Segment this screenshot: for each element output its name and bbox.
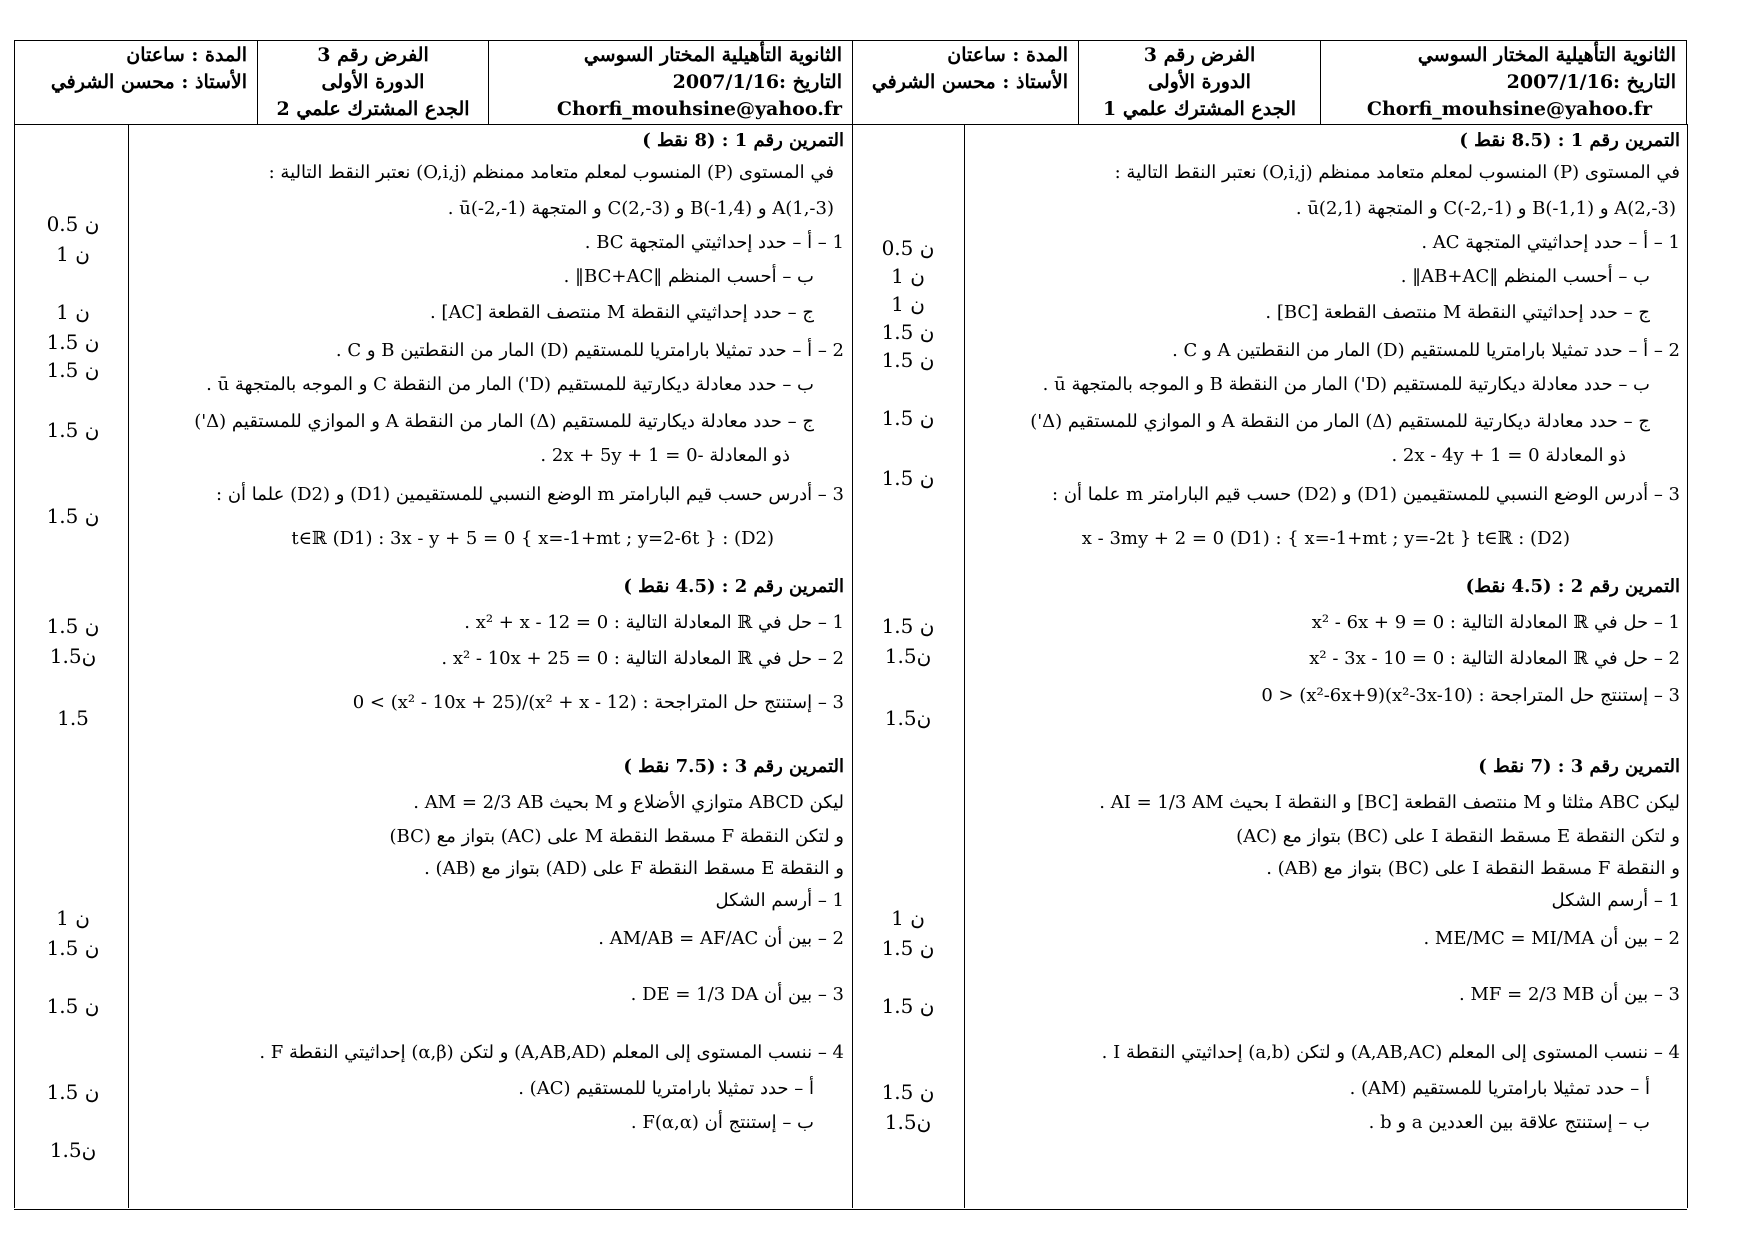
exercise-line: 3 – إستنتج حل المتراجحة : (x²-3x-10)(x²-6x+9) < 0 — [1261, 685, 1680, 706]
points-value: 1.5 ن — [881, 406, 935, 430]
left-exam-cell — [257, 40, 488, 124]
exercise-line: ب – إستنتج أن F(α,α) . — [630, 1112, 814, 1133]
points-value: 1.5 ن — [881, 348, 935, 372]
exercise-line: و النقطة E مسقط النقطة F على (AD) بتواز مع (AB) . — [424, 858, 844, 879]
exercise-line: أ – حدد تمثيلا بارامتريا للمستقيم (AC) . — [518, 1078, 814, 1099]
right-exam-column — [968, 128, 1680, 1188]
points-value: 1.5 ن — [46, 994, 100, 1018]
exercise-line: ذو المعادلة -2x + 5y + 1 = 0 . — [540, 445, 790, 466]
points-value: 1 ن — [56, 300, 90, 324]
exercise-line: ج – حدد معادلة ديكارتية للمستقيم (Δ) المار من النقطة A و الموازي للمستقيم (Δ') — [1030, 411, 1650, 432]
exercise-line: في المستوى (P) المنسوب لمعلم متعامد ممنظم (O,i,j) نعتبر النقط التالية : — [268, 162, 834, 183]
exercise-line: ج – حدد إحداثيتي النقطة M منتصف القطعة [AC] . — [429, 302, 814, 323]
points-value: 1 ن — [891, 292, 925, 316]
exercise-title: التمرين رقم 1 : (8 نقط ) — [642, 130, 844, 151]
exercise-line: 1 – أ – حدد إحداثيتي المتجهة BC . — [584, 232, 844, 253]
exercise-line: و النقطة F مسقط النقطة I على (BC) بتواز مع (AB) . — [1266, 858, 1680, 879]
exercise-line: 1 – أرسم الشكل — [715, 890, 844, 911]
left-school-cell — [488, 40, 852, 124]
exercise-line: في المستوى (P) المنسوب لمعلم متعامد ممنظم (O,i,j) نعتبر النقط التالية : — [1114, 162, 1680, 183]
left-school-name: الثانوية التأهيلية المختار السوسي — [583, 44, 842, 66]
exam-header — [14, 40, 1687, 125]
left-duration-cell — [14, 40, 257, 124]
points-value: 0.5 ن — [881, 236, 935, 260]
exercise-line: 3 – إستنتج حل المتراجحة : (x² + x - 12)/(x² - 10x + 25) > 0 — [352, 692, 844, 713]
right-exam-cell — [1078, 40, 1320, 124]
exercise-line: 2 – أ – حدد تمثيلا بارامتريا للمستقيم (D) المار من النقطتين B و C . — [335, 340, 844, 361]
exercise-line: 2 – أ – حدد تمثيلا بارامتريا للمستقيم (D) المار من النقطتين A و C . — [1172, 340, 1680, 361]
exercise-title: التمرين رقم 3 : (7 نقط ) — [1478, 756, 1680, 777]
right-teacher: الأستاذ : محسن الشرفي — [871, 71, 1068, 93]
exercise-line: 2 – حل في ℝ المعادلة التالية : x² - 3x - 10 = 0 — [1309, 648, 1680, 669]
points-value: 1.5 ن — [46, 1080, 100, 1104]
exercise-line: 1 – حل في ℝ المعادلة التالية : x² - 6x + 9 = 0 — [1311, 612, 1680, 633]
points-value: 1.5ن — [884, 1110, 932, 1134]
exercise-line: ب – أحسب المنظم ‖BC+AC‖ . — [563, 266, 814, 287]
right-class: الجدع المشترك علمي 1 — [1102, 98, 1297, 120]
divider — [1687, 124, 1688, 1208]
points-value: 1.5 ن — [881, 466, 935, 490]
right-school-name: الثانوية التأهيلية المختار السوسي — [1417, 44, 1676, 66]
equation-line: (D2) : { x=-1+mt ; y=2-6t } t∈ℝ (D1) : 3x - y + 5 = 0 — [291, 528, 774, 549]
right-duration: المدة : ساعتان — [947, 44, 1068, 66]
points-value: 1 ن — [56, 242, 90, 266]
exercise-line: 3 – بين أن MF = 2/3 MB . — [1459, 984, 1680, 1005]
exercise-line: 1 – أ – حدد إحداثيتي المتجهة AC . — [1421, 232, 1680, 253]
points-value: 1.5 — [57, 706, 89, 730]
points-value: 1.5 ن — [46, 936, 100, 960]
exercise-line: 1 – حل في ℝ المعادلة التالية : x² + x - 12 = 0 . — [464, 612, 844, 633]
right-semester: الدورة الأولى — [1148, 71, 1251, 93]
exercise-line: ب – حدد معادلة ديكارتية للمستقيم (D') المار من النقطة C و الموجه بالمتجهة ū . — [206, 374, 814, 395]
exercise-line: ليكن ABCD متوازي الأضلاع و M بحيث AM = 2/3 AB . — [413, 792, 844, 813]
points-value: 1.5 ن — [46, 504, 100, 528]
exercise-line: ليكن ABC مثلثا و M منتصف القطعة [BC] و النقطة I بحيث AI = 1/3 AM . — [1099, 792, 1680, 813]
points-value: 1 ن — [891, 264, 925, 288]
points-value: 1.5 ن — [881, 614, 935, 638]
points-value: 1.5 ن — [881, 1080, 935, 1104]
points-value: 1.5 ن — [46, 330, 100, 354]
exercise-line: ج – حدد معادلة ديكارتية للمستقيم (Δ) المار من النقطة A و الموازي للمستقيم (Δ') — [194, 411, 814, 432]
divider — [128, 124, 129, 1208]
exercise-line: 2 – حل في ℝ المعادلة التالية : x² - 10x + 25 = 0 . — [441, 648, 844, 669]
left-exam-date: التاريخ :2007/1/16 — [672, 71, 842, 93]
exercise-line: ب – حدد معادلة ديكارتية للمستقيم (D') المار من النقطة B و الموجه بالمتجهة ū . — [1042, 374, 1650, 395]
points-value: 1.5ن — [49, 1138, 97, 1162]
exercise-line: ب – إستنتج علاقة بين العددين a و b . — [1368, 1112, 1650, 1133]
points-value: 1.5 ن — [46, 418, 100, 442]
exercise-line: ب – أحسب المنظم ‖AB+AC‖ . — [1400, 266, 1650, 287]
points-value: 1.5 ن — [46, 614, 100, 638]
points-value: 0.5 ن — [46, 212, 100, 236]
points-value: 1.5ن — [884, 706, 932, 730]
divider — [852, 124, 853, 1208]
exercise-line: و لتكن النقطة E مسقط النقطة I على (BC) بتواز مع (AC) — [1236, 826, 1680, 847]
exercise-line: 3 – أدرس الوضع النسبي للمستقيمين (D1) و (D2) حسب قيم البارامتر m علما أن : — [1052, 484, 1680, 505]
exercise-line: ج – حدد إحداثيتي النقطة M منتصف القطعة [BC] . — [1265, 302, 1650, 323]
exercise-line: A(2,-3) و B(-1,1) و C(-2,-1) و المتجهة ū(2,1) . — [1295, 198, 1676, 219]
points-value: 1.5 ن — [881, 994, 935, 1018]
points-value: 1 ن — [891, 906, 925, 930]
left-exam-column — [132, 128, 844, 1188]
exercise-line: 4 – ننسب المستوى إلى المعلم (A,AB,AC) و لتكن (a,b) إحداثيتي النقطة I . — [1101, 1042, 1680, 1063]
exercise-title: التمرين رقم 1 : (8.5 نقط ) — [1459, 130, 1680, 151]
exercise-line: 3 – بين أن DE = 1/3 DA . — [630, 984, 844, 1005]
right-exam-number: الفرض رقم 3 — [1143, 44, 1256, 66]
left-exam-number: الفرض رقم 3 — [317, 44, 429, 66]
points-value: 1.5 ن — [46, 358, 100, 382]
exercise-line: ذو المعادلة 2x - 4y + 1 = 0 . — [1391, 445, 1626, 466]
points-value: 1.5ن — [884, 644, 932, 668]
exercise-title: التمرين رقم 3 : (7.5 نقط ) — [623, 756, 844, 777]
exercise-title: التمرين رقم 2 : (4.5 نقط ) — [623, 576, 844, 597]
exercise-line: 2 – بين أن AM/AB = AF/AC . — [598, 928, 844, 949]
right-email: Chorfi_mouhsine@yahoo.fr — [1366, 98, 1652, 120]
points-value: 1.5ن — [49, 644, 97, 668]
exercise-line: أ – حدد تمثيلا بارامتريا للمستقيم (AM) . — [1349, 1078, 1650, 1099]
exercise-line: و لتكن النقطة F مسقط النقطة M على (AC) بتواز مع (BC) — [389, 826, 844, 847]
exercise-line: 4 – ننسب المستوى إلى المعلم (A,AB,AD) و لتكن (α,β) إحداثيتي النقطة F . — [259, 1042, 844, 1063]
right-exam-date: التاريخ :2007/1/16 — [1506, 71, 1676, 93]
points-value: 1.5 ن — [881, 320, 935, 344]
left-class: الجدع المشترك علمي 2 — [276, 98, 470, 120]
exercise-line: 3 – أدرس حسب قيم البارامتر m الوضع النسبي للمستقيمين (D1) و (D2) علما أن : — [216, 484, 844, 505]
right-duration-cell — [852, 40, 1078, 124]
exercise-line: A(1,-3) و B(-1,4) و C(2,-3) و المتجهة ū(-2,-1) . — [447, 198, 834, 219]
left-email: Chorfi_mouhsine@yahoo.fr — [556, 98, 842, 120]
points-value: 1.5 ن — [881, 936, 935, 960]
equation-line: (D2) : x - 3my + 2 = 0 (D1) : { x=-1+mt ; y=-2t } t∈ℝ — [1081, 528, 1570, 549]
left-duration: المدة : ساعتان — [126, 44, 247, 66]
exercise-line: 2 – بين أن ME/MC = MI/MA . — [1423, 928, 1680, 949]
points-value: 1 ن — [56, 906, 90, 930]
divider — [14, 124, 15, 1208]
left-teacher: الأستاذ : محسن الشرفي — [50, 71, 247, 93]
right-school-cell — [1320, 40, 1687, 124]
exercise-title: التمرين رقم 2 : (4.5 نقط) — [1465, 576, 1680, 597]
left-semester: الدورة الأولى — [321, 71, 425, 93]
divider — [964, 124, 965, 1208]
exercise-line: 1 – أرسم الشكل — [1551, 890, 1680, 911]
